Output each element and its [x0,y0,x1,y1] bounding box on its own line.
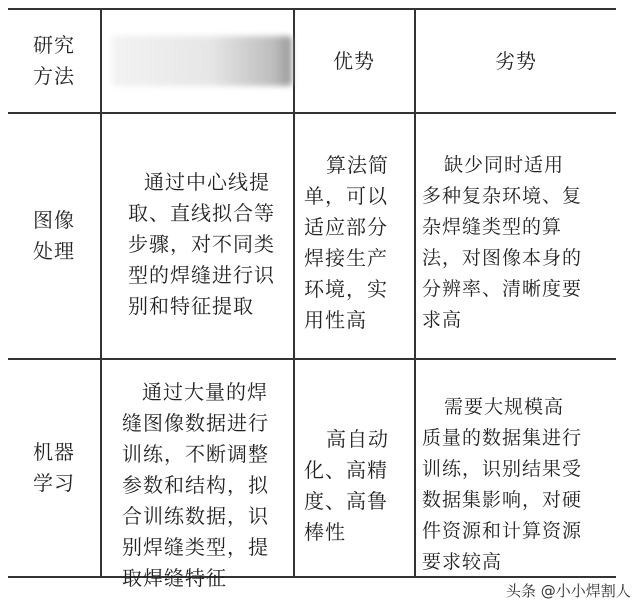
header-method: 研究 方法 [33,33,75,88]
header-disadvantage: 劣势 [495,48,537,73]
watermark: 头条 @小小焊割人 [500,578,637,603]
row-image-processing-disadvantage: 缺少同时适用 多种复杂环境、复 杂焊缝类型的算 法，对图像本身的 分辨率、清晰度要 求高 [422,154,583,331]
blurred-header-cell [112,36,292,86]
row-machine-learning-description: 通过大量的焊 缝图像数据进行 训练，不断调整 参数和结构，拟 合训练数据，识 别焊缝类型，提 取焊缝特征 [122,380,269,590]
row-image-processing-advantage: 算法简 单，可以 适应部分 焊接生产 环境，实 用性高 [304,153,389,332]
column-divider-1 [100,8,102,576]
row-image-processing-method: 图像 处理 [33,208,75,263]
row-machine-learning-advantage: 高自动 化、高精 度、高鲁 棒性 [304,427,389,544]
row-machine-learning-method: 机器 学习 [33,440,75,495]
row-machine-learning-disadvantage: 需要大规模高 质量的数据集进行 训练，识别结果受 数据集影响，对硬 件资源和计算资源 要求较高 [422,396,583,573]
row-image-processing-description: 通过中心线提 取、直线拟合等 步骤，对不同类 型的焊缝进行识 别和特征提取 [128,170,275,318]
header-advantage: 优势 [333,48,375,73]
